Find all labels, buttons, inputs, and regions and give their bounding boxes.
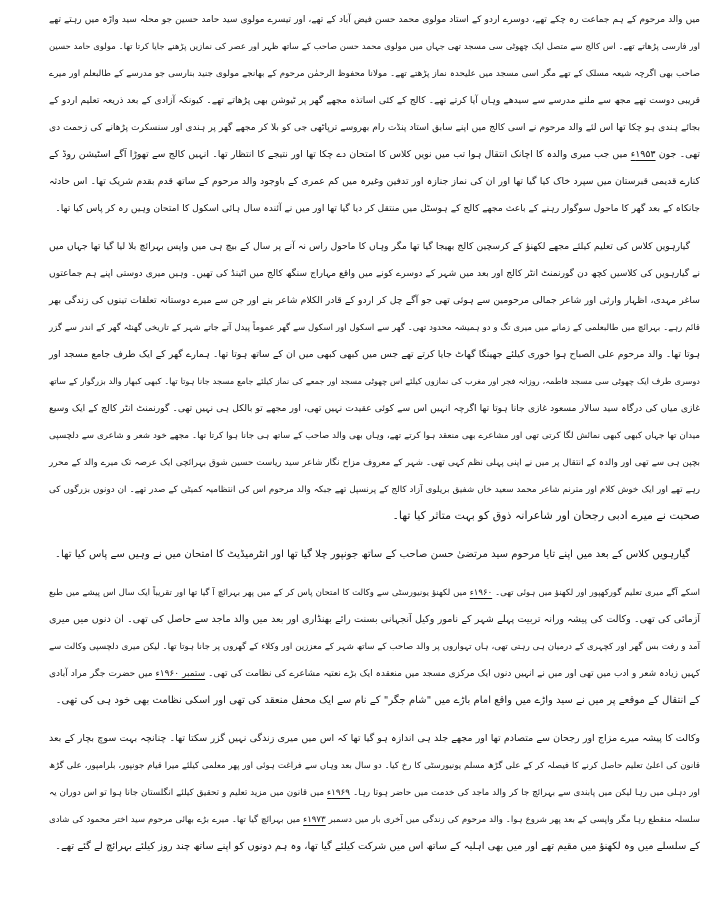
text-line (48, 86, 700, 113)
line-text (49, 815, 700, 825)
text-line (48, 605, 700, 632)
text-line (48, 751, 700, 778)
underlined-year: ستمبر ۱۹۶۰ء (155, 669, 206, 679)
text-line (48, 232, 690, 259)
line-text-end: میں لکھنؤ یونیورسٹی سے وکالت کا امتحان پاس کر کے میں پھر بہرائچ آ گیا تھا اور تقریباً ایک سال اس پیشے میں طبع (48, 588, 470, 598)
line-text: ہوتا تھا۔ والد مرحوم علی الصباح ہوا خوری کیلئے جھینگا گھاٹ جایا کرتے تھے جس میں کبھی کبھی میں ان کے ساتھ ہوتا تھا۔ ہمارے گھر کے ایک طرف جامع مسجد اور (49, 349, 700, 360)
line-text: ساغر مہدی، اظہار وارثی اور شاعر جمالی مرحومین سے ہوئی تھی جو آگے چل کر اردو کے قادر الکلام شاعر بنے اور جن سے میرے دوستانہ تعلقات تینوں کی زندگی بھر (49, 295, 700, 306)
line-text: قانون کی اعلیٰ تعلیم حاصل کرنے کا فیصلہ کر کے علی گڑھ مسلم یونیورسٹی کا رخ کیا۔ دو سال بعد وہاں سے فراغت ہوئی اور پھر معلمی کیلئے میرا قیام جونپور، بلرامپور، علی گڑھ (49, 761, 700, 771)
paragraph (48, 5, 700, 221)
line-text-end: میں قانون میں مزید تعلیم و تحقیق کیلئے انگلستان جانا ہوا تو اس دوران یہ (49, 788, 328, 798)
line-text-start: اسکے آگے میری تعلیم گورکھپور اور لکھنؤ میں ہوئی تھی۔ (492, 588, 700, 598)
line-text: بچپن ہی سے تھی اور والدہ کے انتقال پر میں نے اپنی پہلی نظم کہی تھی۔ شہر کے معروف مزاح نگار شاعر سید ریاست حسین شوق بہرائچی ایک عرصہ تک میرے والد کے محرر (49, 458, 700, 468)
paragraph (48, 540, 700, 567)
line-text: کے سلسلے میں وہ لکھنؤ میں مقیم تھے اور میں بھی اہلیہ کے ساتھ اس میں شرکت کیلئے گیا تھا، وہ ہم دونوں کو اپنے ساتھ چند روز کیلئے بہرائچ لے گئے تھے۔ (55, 841, 700, 852)
text-line (48, 5, 700, 32)
text-line (48, 194, 700, 221)
text-line (48, 502, 700, 529)
text-line (48, 340, 700, 367)
text-line (48, 59, 700, 86)
underlined-year: ۱۹۶۹ء (327, 788, 350, 798)
line-text-end: میں حضرت جگر مراد آبادی (48, 669, 156, 679)
text-line (48, 286, 700, 313)
line-text-end: میں جب میری والدہ کا اچانک انتقال ہوا تب میں نویں کلاس کا امتحان دے چکا تھا اور نتیجے کا انتظار تھا۔ انہیں کالج سے تھوڑا آگے اسٹیشن روڈ کے (49, 149, 631, 160)
line-text (49, 669, 700, 679)
text-line (48, 686, 700, 713)
line-text-start: تھی۔ جون (655, 149, 700, 160)
underlined-year: ۱۹۶۰ء (469, 588, 493, 598)
text-line (48, 113, 700, 140)
text-line (48, 167, 700, 194)
line-text (49, 588, 700, 598)
line-text: میدان تھا جہاں کبھی کبھی نمائش لگا کرتی تھی اور مشاعرے بھی منعقد ہوا کرتے تھے، وہاں بھی والد صاحب کے ساتھ ہی جانا ہوا کرتا تھا۔ مجھے خود شعر و شاعری سے دلچسپی (49, 431, 700, 441)
line-text-end: میں بہرائچ گیا تھا۔ میرے بڑے بھائی مرحوم سید اختر محمود کی شادی (49, 815, 304, 825)
line-text: کنارے قدیمی قبرستان میں سپرد خاک کیا گیا تھا اور ان کی نماز جنازہ اور تدفین وغیرہ میں کم عمری کے باوجود والد مرحوم کے ساتھ قدم بقدم شریک تھا۔ اس حادثہ (49, 176, 700, 187)
line-text: صاحب بھی اگرچہ شیعہ مسلک کے تھے مگر اسی مسجد میں علیحدہ نماز پڑھتے تھے۔ مولانا محفوظ الرحمٰن مرحوم کے بھانجے مولوی جنید بنارسی جو مدرسے کے طالبعلم اور میرے (49, 69, 700, 79)
paragraph (48, 578, 700, 713)
line-text: آمد و رفت بس گھر اور کچہری کے درمیان ہی رہتی تھی، ہاں تہواروں پر والد صاحب کے ساتھ شہر کے معززین اور وکلاء کے گھروں پر جانا ہوتا تھا۔ لیکن میری دلچسپی وکالت سے (49, 642, 700, 652)
line-text (49, 788, 700, 798)
text-line (48, 805, 700, 832)
text-line (48, 832, 700, 859)
text-line (48, 632, 700, 659)
line-text-start: کہیں زیادہ شعر و ادب میں تھی اور میں نے انہیں دنوں ایک مرکزی مسجد میں منعقدہ ایک بڑے نعتیہ مشاعرے کی نظامت کی تھی۔ (205, 669, 700, 679)
line-text: نے گیارہویں کی کلاسیں کچھ دن گورنمنٹ انٹر کالج اور بعد میں شہر کے دوسرے کونے میں واقع مہاراج سنگھ کالج میں اٹینڈ کی تھیں۔ وہیں میری دوستی اپنے ہم جماعتوں (49, 269, 700, 279)
text-line (48, 724, 700, 751)
underlined-year: ۱۹۵۳ء (630, 149, 656, 160)
line-text: بجائے ہندی ہو چکا تھا اس لئے والد مرحوم نے اسی کالج میں اپنے سابق استاد پنڈت رام بھروسے ترپاٹھی جی کو بلا کر مجھے گھر پر ہندی اور سنسکرت پڑھانے کی زحمت دی (49, 123, 700, 133)
text-line (48, 659, 700, 686)
line-text: جانکاہ کے بعد گھر کا ماحول سوگوار رہنے کے باعث مجھے کالج کے ہوسٹل میں منتقل کر دیا گیا تھا اور میں نے آئندہ سال ہائی اسکول کا امتحان وہیں رہ کر پاس کیا تھا۔ (55, 203, 700, 214)
text-line (48, 367, 700, 394)
line-text: میں والد مرحوم کے ہم جماعت رہ چکے تھے، دوسرے اردو کے استاد مولوی محمد حسن فیض آباد کے تھے، اور تیسرے مولوی سید حامد حسین جو محلہ سید واڑہ میں رہتے تھے (49, 15, 700, 25)
line-text: قریبی دوست تھے مجھ سے ملنے مدرسے سے سیدھے وہاں آیا کرتے تھے۔ کالج کے کئی اساتذہ مجھے گھر پر ٹیوشن بھی پڑھاتے تھے۔ کیونکہ آزادی کے بعد ذریعہ تعلیم اردو کے (49, 95, 700, 106)
text-line (48, 448, 700, 475)
line-text: قائم رہے۔ بہرائچ میں طالبعلمی کے زمانے میں میری تگ و دو ہمیشہ محدود تھی۔ گھر سے اسکول اور اسکول سے گھر عموماً پیدل آتے جاتے شہر کے تاریخی گھنٹہ گھر کے اندر سے گزر (49, 323, 700, 333)
line-text: غازی میاں کی درگاہ سید سالار مسعود غازی جانا ہوتا تھا اگرچہ انہیں اس سے کوئی عقیدت نہیں تھی، اور مجھے تو بالکل ہی نہیں تھی۔ گورنمنٹ انٹر کالج کے ایک وسیع (49, 403, 700, 414)
line-text-start: سلسلہ منقطع رہا مگر واپسی کے بعد پھر شروع ہوا۔ والد مرحوم کی زندگی میں آخری بار میں دسمبر (325, 815, 700, 825)
text-line (48, 578, 700, 605)
text-line (48, 259, 700, 286)
text-line (48, 540, 690, 567)
paragraph (48, 724, 700, 859)
text-line (48, 313, 700, 340)
text-line (48, 778, 700, 805)
paragraph (48, 232, 700, 529)
line-text: اور فارسی پڑھاتے تھے۔ اس کالج سے متصل ایک چھوٹی سی مسجد تھی جہاں میں مولوی محمد حسن صاحب کے ساتھ ظہر اور عصر کی نمازیں پڑھنے جایا کرتا تھا۔ مولوی حامد حسین (49, 41, 700, 51)
line-text (49, 149, 700, 160)
line-text: گیارہویں کلاس کی تعلیم کیلئے مجھے لکھنؤ کے کرسچین کالج بھیجا گیا تھا مگر وہاں کا ماحول راس نہ آنے پر سال کے بیچ ہی میں واپس بہرائچ بلا لیا گیا تھا جہاں میں (49, 241, 690, 252)
line-text: گیارہویں کلاس کے بعد میں اپنے تایا مرحوم سید مرتضیٰ حسن صاحب کے ساتھ جونپور چلا گیا تھا اور انٹرمیڈیٹ کا امتحان میں نے وہیں سے پاس کیا تھا۔ (55, 549, 690, 560)
line-text-start: اور دہلی میں رہا لیکن میں پابندی سے بہرائچ جا کر والد ماجد کی خدمت میں حاضر ہوتا رہا۔ (349, 788, 700, 798)
text-line (48, 475, 700, 502)
line-text: رہے تھے اور ایک خوش کلام اور مترنم شاعر محمد سعید خاں شفیق بریلوی آزاد کالج کے پرنسپل تھے جبکہ والد مرحوم اس کی انتظامیہ کمیٹی کے صدر تھے۔ ان دونوں بزرگوں کی (49, 485, 700, 495)
line-text: آزمائی کی تھی۔ وکالت کی پیشہ ورانہ تربیت پہلے شہر کے نامور وکیل آنجہانی بسنت رائے بھنڈاری اور بعد میں والد ماجد سے حاصل کی تھی۔ ان دنوں میں میری (49, 614, 700, 625)
line-text: دوسری طرف ایک چھوٹی سی مسجد فاطمہ، روزانہ فجر اور مغرب کی نمازوں کیلئے اس چھوٹی مسجد اور جمعے کی نماز کیلئے جامع مسجد جانا ہوتا تھا۔ کبھی کبھار والد بزرگوار کے ساتھ (49, 376, 700, 386)
line-text: وکالت کا پیشہ میرے مزاج اور رجحان سے متصادم تھا اور مجھے جلد ہی اندازہ ہو گیا تھا کہ اس میں میری زندگی نہیں گزر سکتا تھا۔ چنانچہ بہت سوچ بچار کے بعد (49, 733, 700, 744)
document-page (48, 5, 700, 870)
text-line (48, 394, 700, 421)
underlined-year: ۱۹۷۳ء (303, 815, 326, 825)
text-line (48, 140, 700, 167)
line-text: کے انتقال کے موقعے پر میں نے سید واڑے میں واقع امام باڑے میں "شام جگر" کے نام سے ایک محفل منعقد کی تھی اور اسکی نظامت بھی خود ہی کی تھی۔ (55, 695, 700, 706)
text-line (48, 421, 700, 448)
line-text: صحبت نے میرے ادبی رجحان اور شاعرانہ ذوق کو بہت متاثر کیا تھا۔ (392, 509, 700, 522)
text-line (48, 32, 700, 59)
